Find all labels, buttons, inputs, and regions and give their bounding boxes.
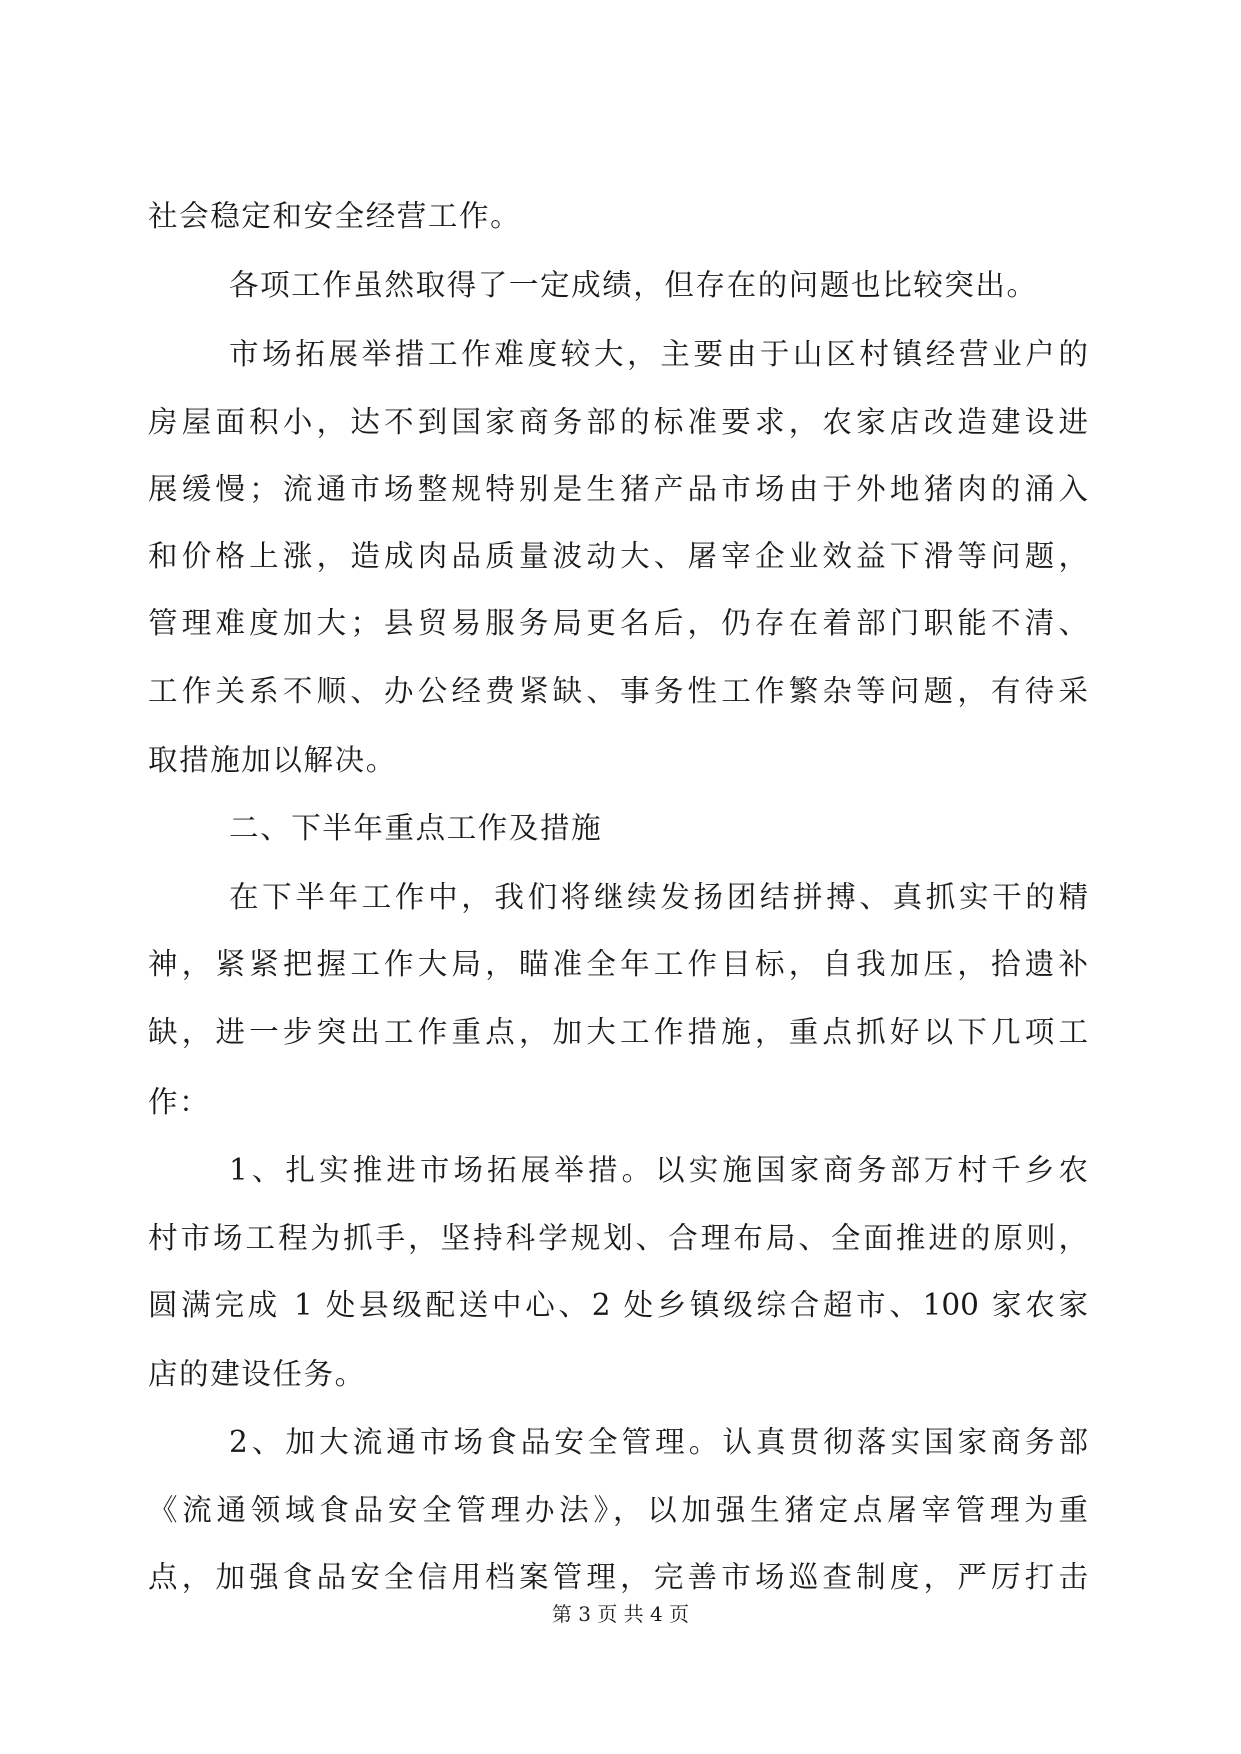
text-line: 缺，进一步突出工作重点，加大工作措施，重点抓好以下几项工 <box>148 1015 1088 1049</box>
text-line: 工作关系不顺、办公经费紧缺、事务性工作繁杂等问题，有待采 <box>148 674 1088 708</box>
text-line: 在下半年工作中，我们将继续发扬团结拼搏、真抓实干的精 <box>229 880 1088 914</box>
text-line: 各项工作虽然取得了一定成绩，但存在的问题也比较突出。 <box>229 268 1038 302</box>
text-line: 展缓慢；流通市场整规特别是生猪产品市场由于外地猪肉的涌入 <box>148 472 1088 506</box>
text-line: 房屋面积小，达不到国家商务部的标准要求，农家店改造建设进 <box>148 405 1088 439</box>
text-line: 作： <box>148 1085 211 1119</box>
text-line: 取措施加以解决。 <box>148 743 397 777</box>
section-heading: 二、下半年重点工作及措施 <box>229 811 603 845</box>
text-line: 2、加大流通市场食品安全管理。认真贯彻落实国家商务部 <box>229 1425 1088 1459</box>
text-line: 管理难度加大；县贸易服务局更名后，仍存在着部门职能不清、 <box>148 606 1088 640</box>
page-number-footer: 第 3 页 共 4 页 <box>551 1602 690 1626</box>
text-line: 1、扎实推进市场拓展举措。以实施国家商务部万村千乡农 <box>229 1153 1088 1187</box>
text-line: 社会稳定和安全经营工作。 <box>148 199 522 233</box>
text-line: 圆满完成 1 处县级配送中心、2 处乡镇级综合超市、100 家农家 <box>148 1288 1088 1322</box>
text-line: 点，加强食品安全信用档案管理，完善市场巡查制度，严厉打击 <box>148 1560 1088 1594</box>
text-line: 《流通领域食品安全管理办法》，以加强生猪定点屠宰管理为重 <box>148 1493 1088 1527</box>
text-line: 神，紧紧把握工作大局，瞄准全年工作目标，自我加压，拾遗补 <box>148 947 1088 981</box>
text-line: 和价格上涨，造成肉品质量波动大、屠宰企业效益下滑等问题， <box>148 539 1088 573</box>
text-line: 市场拓展举措工作难度较大，主要由于山区村镇经营业户的 <box>229 337 1088 371</box>
text-line: 村市场工程为抓手，坚持科学规划、合理布局、全面推进的原则， <box>148 1221 1088 1255</box>
text-line: 店的建设任务。 <box>148 1357 366 1391</box>
